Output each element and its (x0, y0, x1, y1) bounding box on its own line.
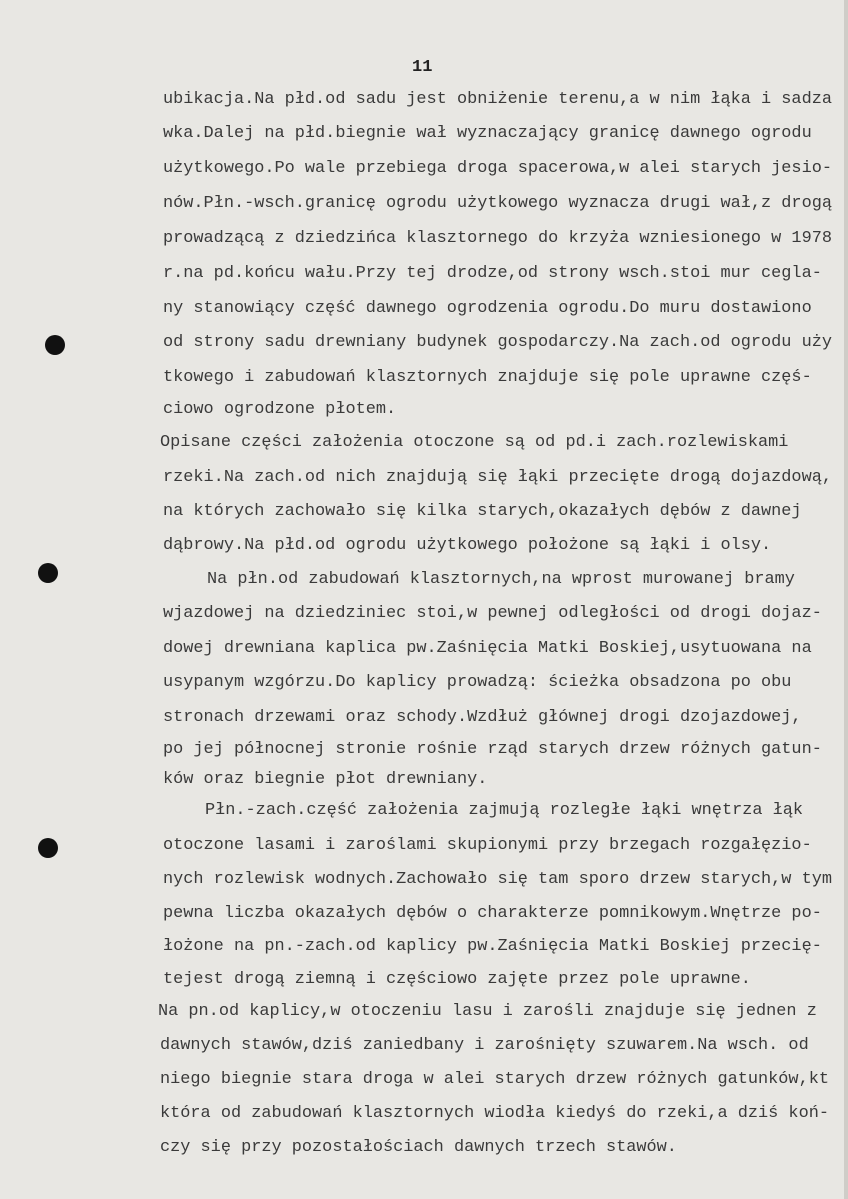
text-line: od strony sadu drewniany budynek gospodarczy.Na zach.od ogrodu uży (163, 333, 832, 352)
text-line: wka.Dalej na płd.biegnie wał wyznaczający granicę dawnego ogrodu (163, 124, 812, 143)
text-line: wjazdowej na dziedziniec stoi,w pewnej odległości od drogi dojaz- (163, 604, 822, 623)
text-line: na których zachowało się kilka starych,okazałych dębów z dawnej (163, 502, 802, 521)
page-number: 11 (412, 58, 433, 77)
text-line: nów.Płn.-wsch.granicę ogrodu użytkowego wyznacza drugi wał,z drogą (163, 194, 832, 213)
text-line: ubikacja.Na płd.od sadu jest obniżenie terenu,a w nim łąka i sadza (163, 90, 832, 109)
text-line: ny stanowiący część dawnego ogrodzenia ogrodu.Do muru dostawiono (163, 299, 812, 318)
text-line: tkowego i zabudowań klasztornych znajduje się pole uprawne częś- (163, 368, 812, 387)
text-line: prowadzącą z dziedzińca klasztornego do krzyża wzniesionego w 1978 (163, 229, 832, 248)
page-edge (844, 0, 848, 1199)
text-line: ciowo ogrodzone płotem. (163, 400, 397, 419)
text-line: usypanym wzgórzu.Do kaplicy prowadzą: ścieżka obsadzona po obu (163, 673, 792, 692)
text-line: Na pn.od kaplicy,w otoczeniu lasu i zarośli znajduje się jednen z (158, 1002, 817, 1021)
text-line: stronach drzewami oraz schody.Wzdłuż głównej drogi dzojazdowej, (163, 708, 802, 727)
punch-hole (45, 335, 65, 355)
text-line: r.na pd.końcu wału.Przy tej drodze,od strony wsch.stoi mur cegla- (163, 264, 822, 283)
text-line: ków oraz biegnie płot drewniany. (163, 770, 488, 789)
text-line: pewna liczba okazałych dębów o charakterze pomnikowym.Wnętrze po- (163, 904, 822, 923)
text-line: tejest drogą ziemną i częściowo zajęte przez pole uprawne. (163, 970, 751, 989)
punch-hole (38, 838, 58, 858)
text-line: dawnych stawów,dziś zaniedbany i zarośnięty szuwarem.Na wsch. od (160, 1036, 809, 1055)
text-line: Na płn.od zabudowań klasztornych,na wprost murowanej bramy (207, 570, 795, 589)
text-line: czy się przy pozostałościach dawnych trzech stawów. (160, 1138, 677, 1157)
text-line: łożone na pn.-zach.od kaplicy pw.Zaśnięcia Matki Boskiej przecię- (163, 937, 822, 956)
text-line: Płn.-zach.część założenia zajmują rozległe łąki wnętrza łąk (205, 801, 804, 820)
text-line: nych rozlewisk wodnych.Zachowało się tam sporo drzew starych,w tym (163, 870, 832, 889)
text-line: niego biegnie stara droga w alei starych drzew różnych gatunków,kt (160, 1070, 829, 1089)
text-line: dąbrowy.Na płd.od ogrodu użytkowego położone są łąki i olsy. (163, 536, 772, 555)
text-line: która od zabudowań klasztornych wiodła kiedyś do rzeki,a dziś koń- (160, 1104, 829, 1123)
text-line: dowej drewniana kaplica pw.Zaśnięcia Matki Boskiej,usytuowana na (163, 639, 812, 658)
text-line: rzeki.Na zach.od nich znajdują się łąki przecięte drogą dojazdową, (163, 468, 832, 487)
text-line: użytkowego.Po wale przebiega droga spacerowa,w alei starych jesio- (163, 159, 832, 178)
punch-hole (38, 563, 58, 583)
text-line: po jej północnej stronie rośnie rząd starych drzew różnych gatun- (163, 740, 822, 759)
text-line: Opisane części założenia otoczone są od pd.i zach.rozlewiskami (160, 433, 789, 452)
text-line: otoczone lasami i zaroślami skupionymi przy brzegach rozgałęzio- (163, 836, 812, 855)
